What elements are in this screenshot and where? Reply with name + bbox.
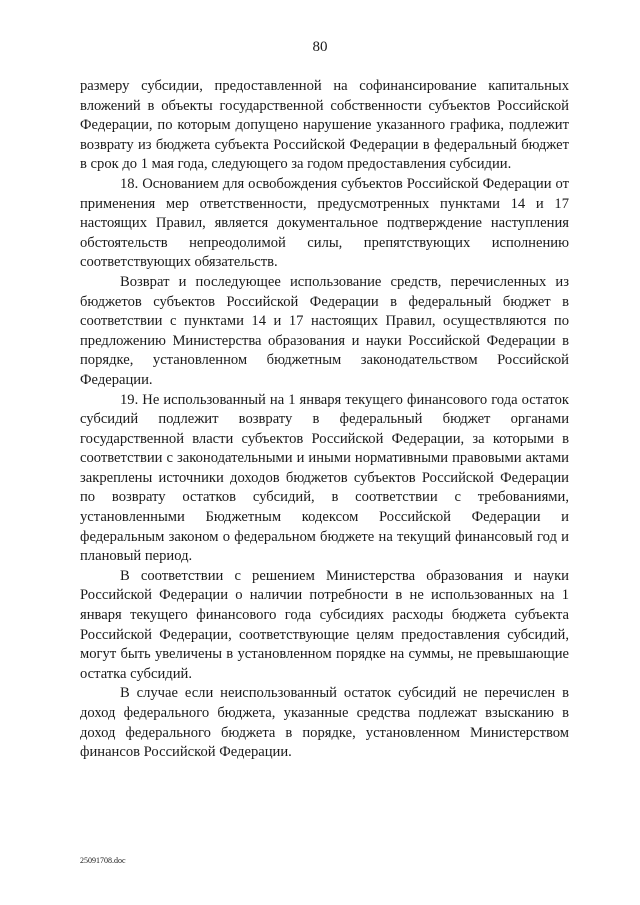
- paragraph-item-18: 18. Основанием для освобождения субъектов Российской Федерации от применения мер ответственности, предусмотренных пунктами 14 и 17 настоящих Правил, является документальное подтверждение наступления обстоятельств непреодолимой силы, препятствующих исполнению соответствующих обязательств.: [80, 175, 569, 271]
- paragraph-recovery: В случае если неиспользованный остаток субсидий не перечислен в доход федерального бюджета, указанные средства подлежат взысканию в доход федерального бюджета в порядке, установленном Министерством финансов Российской Федерации.: [80, 685, 569, 761]
- paragraph-item-19: 19. Не использованный на 1 января текущего финансового года остаток субсидий подлежит возврату в федеральный бюджет органами государственной власти субъектов Российской Федерации, за которыми в соответствии с законодательными и иными нормативными правовыми актами закреплены источники доходов бюджетов субъектов Российской Федерации по возврату остатков субсидий, в соответствии с требованиями, установленными Бюджетным кодексом Российской Федерации и федеральным законом о федеральном бюджете на текущий финансовый год и плановый период.: [80, 391, 569, 565]
- page-number: 80: [312, 39, 328, 55]
- paragraph-refund-usage: Возврат и последующее использование средств, перечисленных из бюджетов субъектов Российской Федерации в федеральный бюджет в соответствии с пунктами 14 и 17 настоящих Правил, осуществляются по предложению Министерства образования и науки Российской Федерации в порядке, установленном бюджетным законодательством Российской Федерации.: [80, 273, 569, 388]
- footer-file-code: 25091708.doc: [80, 856, 126, 865]
- document-body: [80, 77, 569, 763]
- paragraph-ministry-decision: В соответствии с решением Министерства образования и науки Российской Федерации о наличии потребности в не использованных на 1 января текущего финансового года субсидиях расходы бюджета субъекта Российской Федерации, соответствующие целям предоставления субсидий, могут быть увеличены в установленном порядке на суммы, не превышающие остатка субсидий.: [80, 567, 569, 682]
- paragraph-continuation: размеру субсидии, предоставленной на софинансирование капитальных вложений в объекты государственной собственности субъектов Российской Федерации, по которым допущено нарушение указанного графика, подлежит возврату из бюджета субъекта Российской Федерации в федеральный бюджет в срок до 1 мая года, следующего за годом предоставления субсидии.: [80, 78, 569, 173]
